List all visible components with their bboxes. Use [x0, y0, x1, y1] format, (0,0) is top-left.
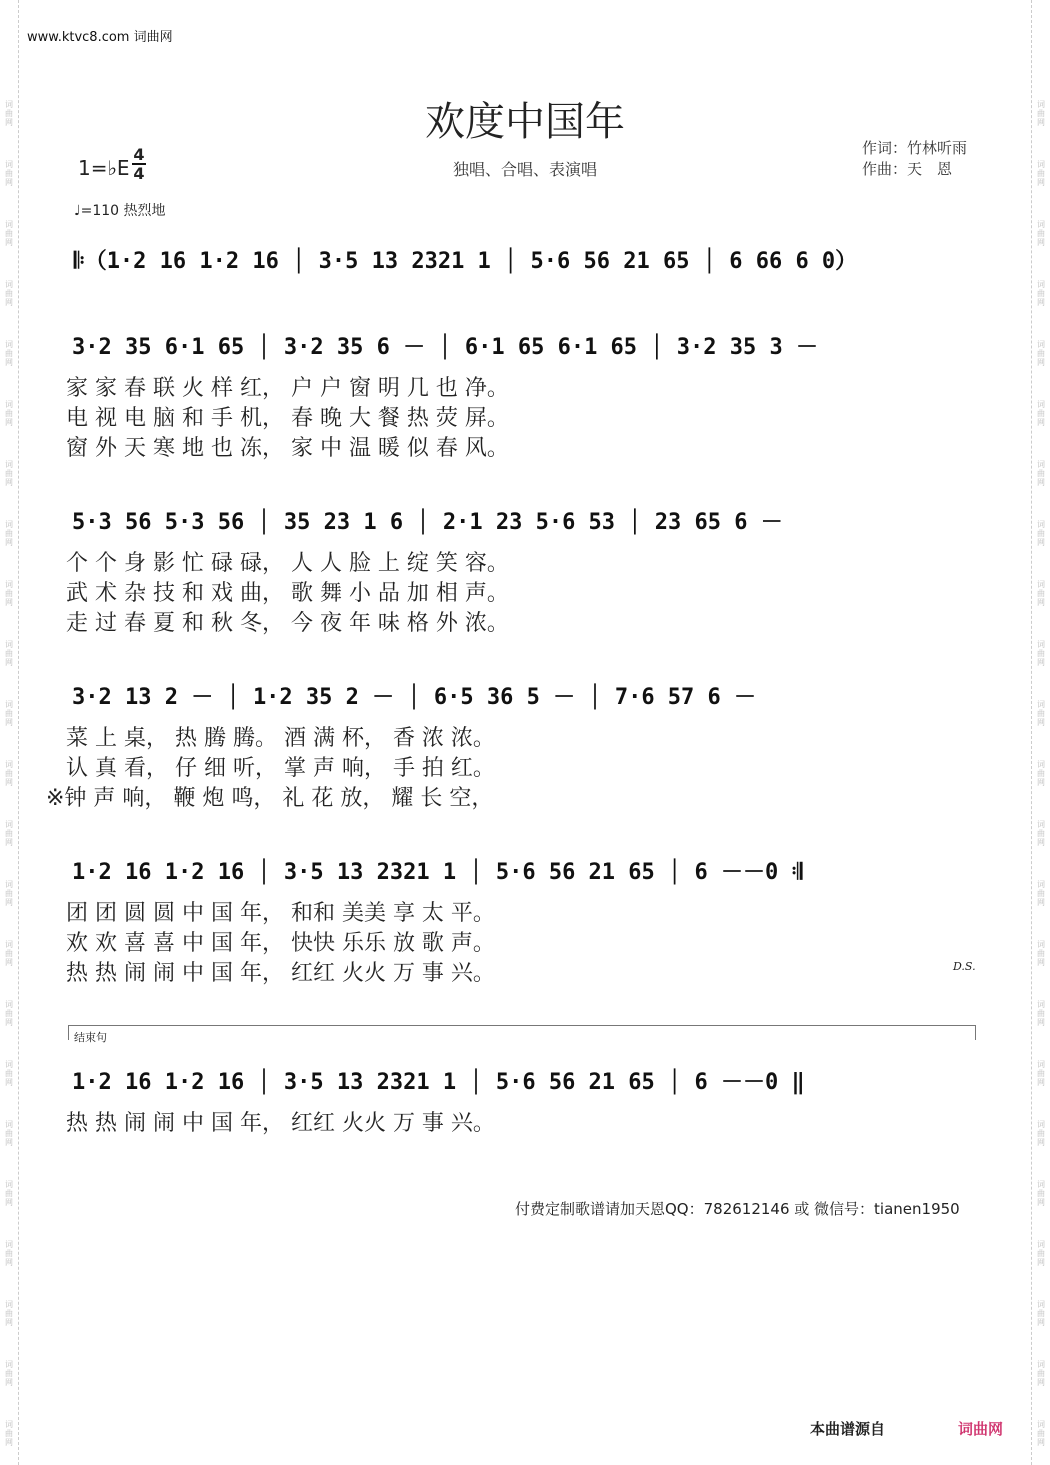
watermark-char: 网 — [1037, 1078, 1045, 1087]
watermark-char: 词 — [5, 100, 13, 109]
composer-credit: 作曲：天 恩 — [862, 160, 953, 178]
watermark-char: 曲 — [1037, 1069, 1045, 1078]
watermark-char: 词 — [1037, 1120, 1045, 1129]
time-signature-top: 4 — [133, 145, 145, 164]
watermark-char: 曲 — [5, 829, 13, 838]
watermark-char: 曲 — [5, 409, 13, 418]
watermark-char: 词 — [1037, 400, 1045, 409]
lyric-line-ending: 热 热 闹 闹 中 国 年， 红红 火火 万 事 兴。 — [66, 1111, 495, 1136]
watermark-char: 词 — [5, 400, 13, 409]
watermark-char: 网 — [5, 298, 13, 307]
watermark-char: 曲 — [5, 1369, 13, 1378]
watermark-char: 词 — [5, 880, 13, 889]
lyricist-credit: 作词：竹林听雨 — [862, 139, 968, 157]
watermark-char: 网 — [5, 718, 13, 727]
watermark-char: 词 — [1037, 820, 1045, 829]
watermark-char: 曲 — [5, 169, 13, 178]
watermark-char: 词 — [1037, 940, 1045, 949]
watermark-char: 词 — [5, 460, 13, 469]
watermark-char: 词 — [5, 1000, 13, 1009]
watermark-char: 网 — [5, 358, 13, 367]
ending-bracket — [68, 1025, 976, 1040]
watermark-char: 词 — [1037, 1000, 1045, 1009]
watermark-char: 网 — [1037, 898, 1045, 907]
watermark-char: 曲 — [5, 229, 13, 238]
song-subtitle: 独唱、合唱、表演唱 — [452, 160, 597, 179]
watermark-char: 曲 — [5, 1309, 13, 1318]
watermark-char: 词 — [5, 1120, 13, 1129]
watermark-char: 曲 — [1037, 889, 1045, 898]
watermark-char: 词 — [1037, 1420, 1045, 1429]
notation-line-ending: 1·2 16 1·2 16 │ 3·5 13 2321 1 │ 5·6 56 21 65 │ 6 －－0 ‖ — [72, 1070, 805, 1095]
watermark-char: 词 — [1037, 1300, 1045, 1309]
watermark-char: 网 — [1037, 1018, 1045, 1027]
lyric-line-4-verse-1: 团 团 圆 圆 中 国 年， 和和 美美 享 太 平。 — [66, 901, 495, 926]
watermark-char: 词 — [5, 340, 13, 349]
watermark-char: 曲 — [5, 1189, 13, 1198]
lyric-line-1-verse-3: 窗 外 天 寒 地 也 冻， 家 中 温 暖 似 春 风。 — [66, 436, 509, 461]
watermark-char: 词 — [1037, 520, 1045, 529]
watermark-char: 网 — [5, 118, 13, 127]
lyric-line-3-verse-1: 菜 上 桌， 热 腾 腾。 酒 满 杯， 香 浓 浓。 — [66, 726, 495, 751]
watermark-char: 曲 — [5, 1249, 13, 1258]
lyric-line-1-verse-2: 电 视 电 脑 和 手 机， 春 晚 大 餐 热 荧 屏。 — [66, 406, 509, 431]
watermark-char: 词 — [5, 700, 13, 709]
watermark-char: 曲 — [1037, 949, 1045, 958]
watermark-char: 网 — [5, 838, 13, 847]
watermark-char: 曲 — [5, 589, 13, 598]
watermark-char: 网 — [5, 1198, 13, 1207]
watermark-char: 网 — [5, 1078, 13, 1087]
site-header: www.ktvc8.com 词曲网 — [27, 30, 173, 45]
lyric-line-3-verse-2: 认 真 看， 仔 细 听， 掌 声 响， 手 拍 红。 — [66, 756, 495, 781]
watermark-char: 词 — [1037, 760, 1045, 769]
watermark-char: 曲 — [5, 949, 13, 958]
watermark-char: 网 — [1037, 118, 1045, 127]
watermark-char: 曲 — [1037, 1369, 1045, 1378]
watermark-char: 网 — [1037, 298, 1045, 307]
watermark-char: 网 — [1037, 958, 1045, 967]
watermark-char: 词 — [1037, 1360, 1045, 1369]
watermark-char: 曲 — [5, 709, 13, 718]
watermark-char: 曲 — [5, 469, 13, 478]
watermark-char: 网 — [5, 958, 13, 967]
key-signature: 1=♭E — [78, 156, 130, 180]
watermark-char: 网 — [5, 598, 13, 607]
watermark-char: 网 — [1037, 238, 1045, 247]
watermark-char: 词 — [5, 1360, 13, 1369]
watermark-char: 词 — [5, 1060, 13, 1069]
watermark-char: 词 — [5, 940, 13, 949]
watermark-char: 词 — [5, 1180, 13, 1189]
watermark-char: 词 — [5, 1240, 13, 1249]
lyric-line-3-verse-3: ※钟 声 响， 鞭 炮 鸣， 礼 花 放， 耀 长 空， — [46, 786, 494, 811]
watermark-char: 网 — [1037, 1378, 1045, 1387]
watermark-char: 词 — [5, 160, 13, 169]
watermark-char: 网 — [1037, 1138, 1045, 1147]
watermark-char: 曲 — [1037, 529, 1045, 538]
watermark-char: 曲 — [5, 769, 13, 778]
watermark-char: 曲 — [5, 1069, 13, 1078]
watermark-char: 词 — [1037, 160, 1045, 169]
watermark-char: 网 — [5, 1438, 13, 1447]
ds-mark: D.S. — [953, 960, 976, 973]
watermark-char: 曲 — [1037, 1429, 1045, 1438]
watermark-char: 词 — [1037, 1060, 1045, 1069]
watermark-char: 曲 — [1037, 1129, 1045, 1138]
watermark-char: 曲 — [1037, 409, 1045, 418]
watermark-char: 网 — [5, 778, 13, 787]
watermark-char: 网 — [1037, 1198, 1045, 1207]
notation-line-3: 3·2 13 2 － │ 1·2 35 2 － │ 6·5 36 5 － │ 7·6 57 6 － — [72, 685, 757, 710]
watermark-char: 网 — [1037, 478, 1045, 487]
song-title: 欢度中国年 — [425, 99, 625, 145]
notation-line-4: 1·2 16 1·2 16 │ 3·5 13 2321 1 │ 5·6 56 21 65 │ 6 －－0 𝄇 — [72, 860, 803, 885]
watermark-char: 网 — [1037, 1318, 1045, 1327]
watermark-char: 网 — [1037, 1258, 1045, 1267]
tempo-marking: ♩=110 热烈地 — [74, 203, 166, 219]
watermark-char: 网 — [1037, 718, 1045, 727]
watermark-char: 网 — [1037, 538, 1045, 547]
lyric-line-2-verse-1: 个 个 身 影 忙 碌 碌， 人 人 脸 上 绽 笑 容。 — [66, 551, 509, 576]
watermark-char: 网 — [5, 1018, 13, 1027]
watermark-char: 网 — [1037, 658, 1045, 667]
time-signature-bottom: 4 — [133, 164, 145, 183]
watermark-char: 词 — [1037, 640, 1045, 649]
watermark-char: 曲 — [1037, 709, 1045, 718]
watermark-char: 词 — [1037, 340, 1045, 349]
watermark-char: 词 — [1037, 580, 1045, 589]
watermark-char: 曲 — [1037, 169, 1045, 178]
watermark-char: 曲 — [5, 529, 13, 538]
watermark-char: 网 — [1037, 1438, 1045, 1447]
watermark-char: 曲 — [5, 1129, 13, 1138]
watermark-char: 曲 — [1037, 1249, 1045, 1258]
watermark-char: 网 — [1037, 358, 1045, 367]
watermark-char: 词 — [1037, 280, 1045, 289]
ending-label: 结束句 — [74, 1031, 107, 1044]
watermark-char: 网 — [5, 478, 13, 487]
lyric-line-1-verse-1: 家 家 春 联 火 样 红， 户 户 窗 明 几 也 净。 — [66, 376, 509, 401]
watermark-char: 网 — [5, 1138, 13, 1147]
watermark-char: 曲 — [5, 1429, 13, 1438]
watermark-char: 曲 — [1037, 1009, 1045, 1018]
notation-line-1: 3·2 35 6·1 65 │ 3·2 35 6 － │ 6·1 65 6·1 65 │ 3·2 35 3 － — [72, 335, 818, 360]
watermark-char: 网 — [5, 178, 13, 187]
watermark-char: 网 — [5, 238, 13, 247]
watermark-char: 曲 — [5, 349, 13, 358]
watermark-char: 曲 — [1037, 1309, 1045, 1318]
watermark-char: 曲 — [1037, 469, 1045, 478]
notation-line-2: 5·3 56 5·3 56 │ 35 23 1 6 │ 2·1 23 5·6 53 │ 23 65 6 － — [72, 510, 783, 535]
watermark-char: 词 — [1037, 100, 1045, 109]
watermark-char: 网 — [5, 1318, 13, 1327]
watermark-char: 曲 — [5, 109, 13, 118]
right-watermark-strip — [1031, 0, 1050, 1465]
watermark-char: 曲 — [5, 649, 13, 658]
watermark-char: 网 — [1037, 778, 1045, 787]
watermark-char: 曲 — [1037, 769, 1045, 778]
lyric-line-4-verse-2: 欢 欢 喜 喜 中 国 年， 快快 乐乐 放 歌 声。 — [66, 931, 495, 956]
watermark-char: 词 — [5, 640, 13, 649]
watermark-char: 曲 — [5, 1009, 13, 1018]
watermark-char: 曲 — [1037, 649, 1045, 658]
left-watermark-strip — [0, 0, 19, 1465]
watermark-char: 网 — [1037, 178, 1045, 187]
watermark-char: 词 — [1037, 1180, 1045, 1189]
watermark-char: 词 — [5, 760, 13, 769]
watermark-char: 网 — [1037, 598, 1045, 607]
lyric-line-2-verse-3: 走 过 春 夏 和 秋 冬， 今 夜 年 味 格 外 浓。 — [66, 611, 509, 636]
watermark-char: 词 — [5, 580, 13, 589]
watermark-char: 曲 — [1037, 349, 1045, 358]
watermark-char: 曲 — [1037, 109, 1045, 118]
watermark-char: 词 — [1037, 880, 1045, 889]
notation-line-intro: 𝄆（1·2 16 1·2 16 │ 3·5 13 2321 1 │ 5·6 56 21 65 │ 6 66 6 0） — [74, 249, 858, 274]
watermark-char: 曲 — [1037, 1189, 1045, 1198]
watermark-char: 网 — [5, 538, 13, 547]
watermark-char: 曲 — [5, 289, 13, 298]
watermark-char: 词 — [5, 820, 13, 829]
watermark-char: 词 — [1037, 220, 1045, 229]
watermark-char: 词 — [1037, 1240, 1045, 1249]
watermark-char: 曲 — [1037, 289, 1045, 298]
watermark-char: 网 — [5, 418, 13, 427]
time-signature — [132, 146, 146, 182]
watermark-char: 词 — [5, 280, 13, 289]
lyric-line-4-verse-3: 热 热 闹 闹 中 国 年， 红红 火火 万 事 兴。 — [66, 961, 495, 986]
watermark-char: 网 — [5, 1378, 13, 1387]
source-label: 本曲谱源自 — [810, 1420, 886, 1438]
watermark-char: 曲 — [5, 889, 13, 898]
watermark-char: 网 — [1037, 838, 1045, 847]
watermark-char: 网 — [1037, 418, 1045, 427]
watermark-char: 词 — [1037, 700, 1045, 709]
footer-note: 付费定制歌谱请加天恩QQ：782612146 或 微信号：tianen1950 — [515, 1200, 960, 1218]
watermark-char: 网 — [5, 898, 13, 907]
watermark-char: 词 — [5, 1420, 13, 1429]
watermark-char: 曲 — [1037, 589, 1045, 598]
watermark-char: 曲 — [1037, 829, 1045, 838]
lyric-line-2-verse-2: 武 术 杂 技 和 戏 曲， 歌 舞 小 品 加 相 声。 — [66, 581, 509, 606]
watermark-char: 曲 — [1037, 229, 1045, 238]
watermark-char: 词 — [1037, 460, 1045, 469]
watermark-char: 网 — [5, 1258, 13, 1267]
watermark-char: 词 — [5, 520, 13, 529]
watermark-char: 词 — [5, 220, 13, 229]
watermark-char: 词 — [5, 1300, 13, 1309]
source-site-link[interactable]: 词曲网 — [958, 1420, 1004, 1438]
watermark-char: 网 — [5, 658, 13, 667]
